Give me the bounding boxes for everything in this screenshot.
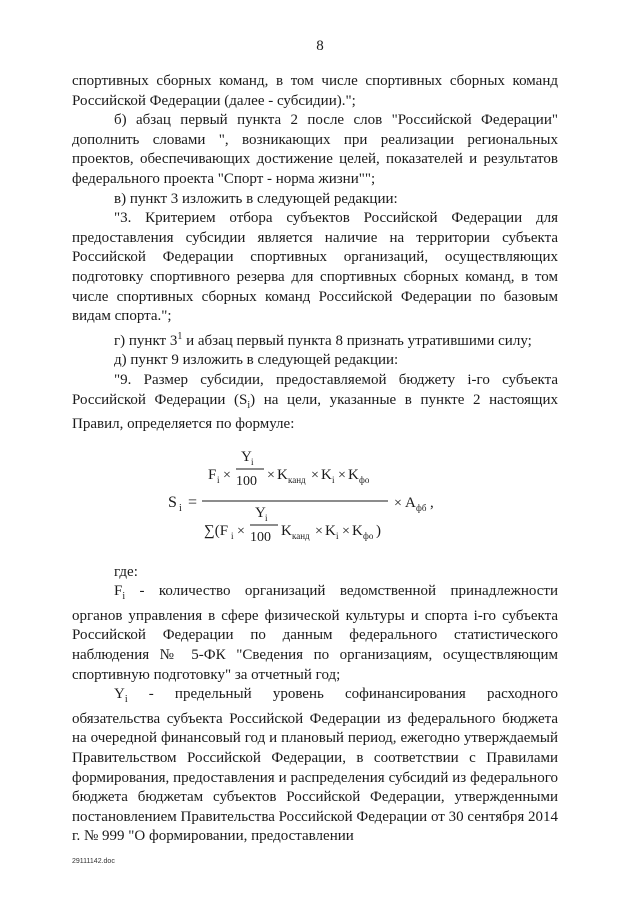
def-y-sub: i	[124, 694, 128, 706]
num-hundred: 100	[236, 473, 257, 489]
paragraph-g	[72, 327, 558, 352]
paragraph-v: в) пункт 3 изложить в следующей редакции:	[114, 190, 398, 207]
den-hundred: 100	[250, 529, 271, 545]
superscript: 1	[177, 330, 183, 342]
num-y-sub: i	[251, 456, 254, 467]
num-f-sub: i	[217, 474, 220, 485]
definition-f	[72, 582, 558, 685]
num-f: F	[208, 466, 217, 483]
paragraph-b: б) абзац первый пункта 2 после слов "Российской Федерации" дополнить словами ", возникающих при реализации региональных проектов, обеспечивающих достижение целей, показателей и результатов федерального проекта "Спорт - норма жизни"";	[72, 112, 558, 187]
p9-symbol-s: S	[239, 391, 248, 408]
paragraph-g-before: г) пункт 3	[114, 332, 178, 349]
rhs-comma: ,	[430, 494, 434, 511]
num-y: Y	[241, 448, 252, 465]
den-k-kand-sub: канд	[292, 530, 310, 541]
num-times-4: ×	[338, 467, 346, 483]
def-f-symbol: F	[114, 583, 123, 600]
den-times-2: ×	[315, 523, 323, 539]
den-k-i: K	[325, 522, 336, 539]
def-f-text: - количество организаций ведомственной принадлежности органов управления в сфере физической культуры и спорта i-го субъекта Российской Федерации по данным федерального статистического наблюдения № 5-ФК "Сведения по организациям, осуществляющим спортивную подготовку" за отчетный год;	[72, 583, 558, 683]
num-k-fo: K	[348, 466, 359, 483]
formula-lhs: S	[168, 493, 177, 511]
num-k-kand: K	[277, 466, 288, 483]
def-y-text: - предельный уровень софинансирования расходного обязательства субъекта Российской Федерации из федерального бюджета на очередной финансовый год и плановый период, ежегодно утверждаемый Правительством Российской Федерации, в соответствии с Правилами формирования, предоставления и распределения субсидий из федерального бюджета бюджетам субъектов Российской Федерации, утвержденными постановлением Правительства Российской Федерации от 30 сентября 2014 г. № 999 "О формировании, предоставлении	[72, 686, 558, 845]
formula-lhs-sub: i	[179, 502, 182, 514]
den-close: )	[376, 522, 381, 539]
rhs-a: A	[405, 494, 416, 511]
num-k-i: K	[321, 466, 332, 483]
paragraph-g-after: и абзац первый пункта 8 признать утратившими силу;	[182, 332, 532, 349]
document-body	[72, 72, 558, 847]
den-times-1: ×	[237, 523, 245, 539]
formula-svg	[168, 443, 548, 555]
formula-equals: =	[188, 493, 198, 511]
def-y-symbol: Y	[114, 686, 125, 703]
den-k-fo-sub: фо	[363, 530, 374, 541]
rhs-a-sub: фб	[416, 502, 427, 513]
den-y-sub: i	[265, 512, 268, 523]
paragraph-d: д) пункт 9 изложить в следующей редакции:	[114, 352, 399, 369]
den-sum: ∑(F	[204, 522, 229, 539]
num-times-3: ×	[311, 467, 319, 483]
formula	[72, 435, 558, 563]
def-f-sub: i	[122, 591, 126, 603]
p9-part-b: ) на цели, указанные в пункте 2 настоящих Правил, определяется по формуле:	[72, 391, 558, 433]
where-label: где:	[114, 563, 138, 580]
den-k-kand: K	[281, 522, 292, 539]
rhs-times: ×	[394, 495, 402, 511]
den-y: Y	[255, 504, 266, 521]
paragraph-point-9	[72, 371, 558, 435]
paragraph-continuation: спортивных сборных команд, в том числе спортивных сборных команд Российской Федерации (далее - субсидии).";	[72, 73, 558, 109]
definition-y	[72, 685, 558, 847]
footer-filename: 29111142.doc	[72, 858, 115, 865]
p9-part-a: "9. Размер субсидии, предоставляемой бюджету i-го субъекта Российской Федерации (	[72, 371, 558, 408]
den-k-i-sub: i	[336, 530, 339, 541]
p9-symbol-sub: i	[247, 399, 251, 411]
num-times-1: ×	[223, 467, 231, 483]
page-number: 8	[316, 38, 324, 54]
den-k-fo: K	[352, 522, 363, 539]
num-k-fo-sub: фо	[359, 474, 370, 485]
num-k-i-sub: i	[332, 474, 335, 485]
den-f-sub: i	[231, 530, 234, 541]
num-k-kand-sub: канд	[288, 474, 306, 485]
den-times-3: ×	[342, 523, 350, 539]
paragraph-point-3: "3. Критерием отбора субъектов Российской Федерации для предоставления субсидии является наличие на территории субъекта Российской Федерации спортивных организаций, осуществляющих подготовку спортивного резерва для спортивных сборных команд, в том числе спортивных сборных команд Российской Федерации по базовым видам спорта.";	[72, 210, 558, 325]
num-times-2: ×	[267, 467, 275, 483]
